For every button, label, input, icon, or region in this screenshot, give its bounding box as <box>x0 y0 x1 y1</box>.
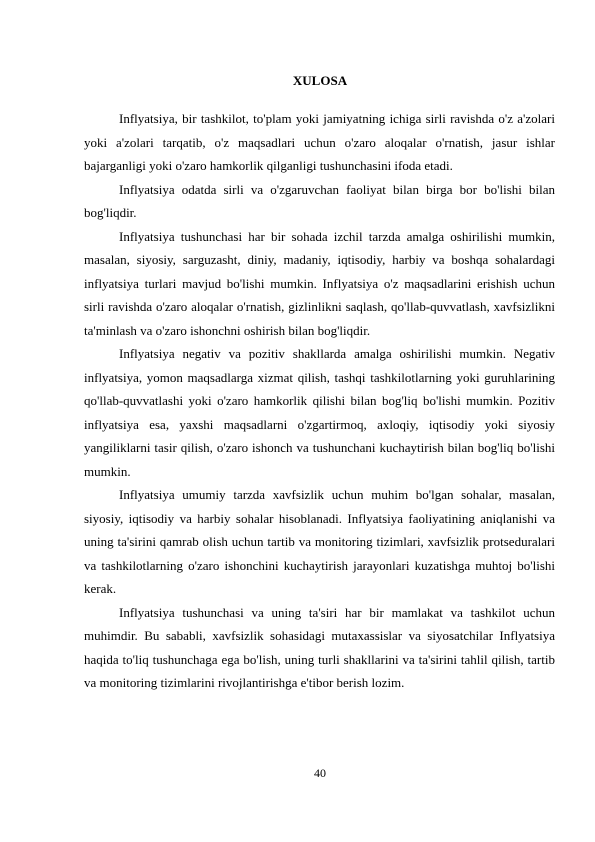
paragraph-3: Inflyatsiya tushunchasi har bir sohada izchil tarzda amalga oshirilishi mumkin, masalan, siyosiy, sarguzasht, diniy, madaniy, iqtisodiy, harbiy va boshqa sohalardagi inflyatsiya turlari mavjud bo'lishi mumkin. Inflyatsiya o'z maqsadlarini erishish uchun sirli ravishda o'zaro aloqalar o'rnatish, gizlinlikni saqlash, qo'llab-quvvatlash, xavfsizlikni ta'minlash va o'zaro ishonchni oshirish bilan bog'liqdir. <box>84 228 555 338</box>
body-text <box>84 107 555 695</box>
page-title: XULOSA <box>292 73 348 88</box>
paragraph-6: Inflyatsiya tushunchasi va uning ta'siri har bir mamlakat va tashkilot uchun muhimdir. Bu sababli, xavfsizlik sohasidagi mutaxassislar va siyosatchilar Inflyatsiya haqida to'liq tushunchaga ega bo'lish, uning turli shakllarini va ta'sirini tahlil qilish, tartib va monitoring tizimlarini rivojlantirishga e'tibor berish lozim. <box>84 604 555 690</box>
page-number: 40 <box>314 766 326 780</box>
paragraph-5: Inflyatsiya umumiy tarzda xavfsizlik uchun muhim bo'lgan sohalar, masalan, siyosiy, iqtisodiy va harbiy sohalar hisoblanadi. Inflyatsiya faoliyatining aniqlanishi va uning ta'sirini qamrab olish uchun tartib va monitoring tizimlari, xavfsizlik protseduralari va tashkilotlarning o'zaro ishonchini kuchaytirish jarayonlari kuzatishga muhtoj bo'lishi kerak. <box>84 487 555 596</box>
paragraph-1: Inflyatsiya, bir tashkilot, to'plam yoki jamiyatning ichiga sirli ravishda o'z a'zolari yoki a'zolari tarqatib, o'z maqsadlari uchun o'zaro aloqalar o'rnatish, jasur ishlar bajarganligi yoki o'zaro hamkorlik qilganligi tushunchasini ifoda etadi. <box>84 111 555 173</box>
paragraph-4: Inflyatsiya negativ va pozitiv shakllarda amalga oshirilishi mumkin. Negativ inflyatsiya, yomon maqsadlarga xizmat qilish, tashqi tashkilotlarning yoki guruhlarining qo'llab-quvvatlashi yoki o'zaro hamkorlik qilishi bilan bog'liq bo'lishi mumkin. Pozitiv inflyatsiya esa, yaxshi maqsadlarni o'zgartirmoq, axloqiy, iqtisodiy yoki siyosiy yangiliklarni tasir qilish, o'zaro ishonch va tushunchani kuchaytirish bilan bog'liq bo'lishi mumkin. <box>84 346 555 479</box>
paragraph-2: Inflyatsiya odatda sirli va o'zgaruvchan faoliyat bilan birga bor bo'lishi bilan bog'liqdir. <box>84 181 555 220</box>
